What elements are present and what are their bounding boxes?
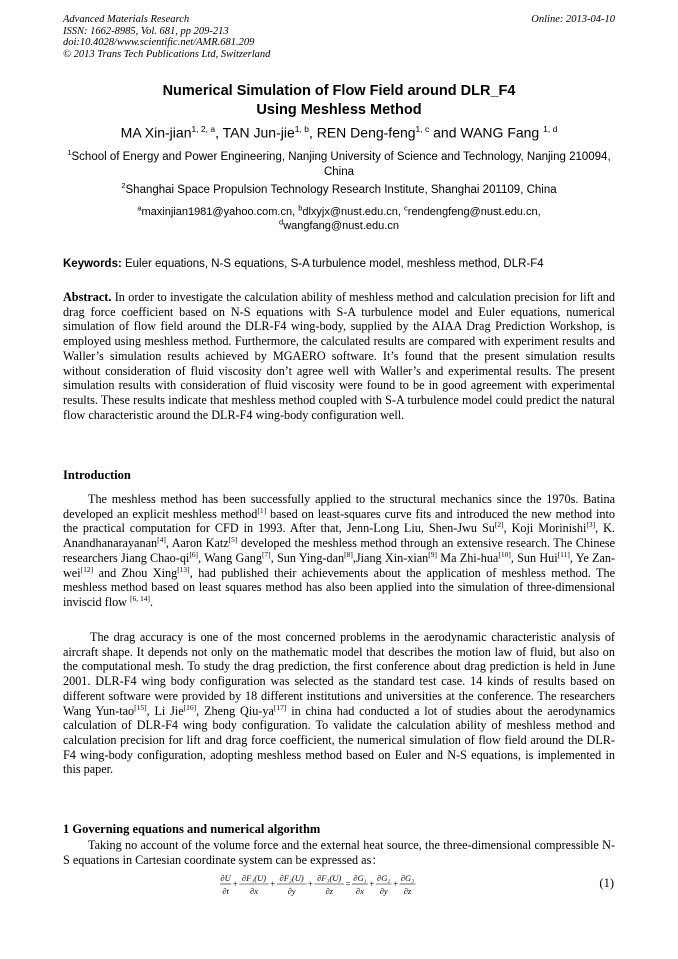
abstract bbox=[63, 290, 615, 422]
issn-line: ISSN: 1662-8985, Vol. 681, pp 209-213 bbox=[63, 25, 229, 37]
fraction-numerator: ∂F₁(U) bbox=[241, 873, 267, 883]
paragraph-text: , Ye Zan-wei bbox=[63, 550, 615, 580]
section-1-heading: 1 Governing equations and numerical algorithm bbox=[63, 822, 321, 836]
author-name: REN Deng-feng bbox=[316, 124, 416, 141]
author-separator: , bbox=[215, 124, 223, 141]
fraction-denominator: ∂y bbox=[287, 886, 296, 896]
author-separator: and bbox=[429, 124, 461, 141]
citation-ref[interactable]: [17] bbox=[273, 702, 287, 712]
author-name: MA Xin-jian bbox=[120, 124, 192, 141]
paragraph-text: , had published their achievements about the application of meshless method. The meshless method based on least squares method has also been applied into the simulation of three-dimensional inviscid flow bbox=[63, 565, 615, 609]
paragraph-text: , Sun Ying-dan bbox=[270, 550, 345, 565]
author-name: TAN Jun-jie bbox=[222, 124, 295, 141]
fraction-denominator: ∂x bbox=[250, 886, 258, 896]
equation-term bbox=[239, 873, 269, 896]
introduction-paragraph-1 bbox=[63, 492, 615, 610]
citation-ref[interactable]: [16] bbox=[183, 702, 197, 712]
paragraph-text: Ma Zhi-hua bbox=[436, 550, 499, 565]
affiliation-1 bbox=[63, 150, 615, 180]
title-line-1: Numerical Simulation of Flow Field around DLR_F4 bbox=[162, 83, 516, 99]
author-affil-sup: 1, b bbox=[294, 124, 309, 134]
paragraph-text: developed the meshless method through an extensive research. The Chinese researchers Jiang Chao-qi bbox=[63, 536, 616, 565]
paragraph-text: based on least-squares curve fits and introduced the new method into the practical computation for CFD in 1993. After that, Jenn-Long Liu, Shen-Jwu Su bbox=[63, 506, 615, 536]
keywords bbox=[63, 258, 615, 270]
title-line-2: Using Meshless Method bbox=[256, 102, 422, 118]
citation-ref[interactable]: [12] bbox=[80, 564, 94, 574]
section-1-text: Taking no account of the volume force and the external heat source, the three-dimensional compressible N-S equations in Cartesian coordinate system can be expressed as： bbox=[63, 838, 615, 867]
fraction-denominator: ∂z bbox=[403, 886, 412, 896]
fraction-numerator: ∂G₂ bbox=[377, 873, 391, 883]
keywords-label: Keywords: bbox=[63, 258, 122, 270]
email-address[interactable]: rendengfeng@nust.edu.cn, bbox=[407, 206, 541, 218]
affiliation-text: Shanghai Space Propulsion Technology Research Institute, Shanghai 201109, China bbox=[125, 184, 557, 196]
citation-ref[interactable]: [5] bbox=[228, 535, 238, 545]
paragraph-text: in china had conducted a lot of studies about the aerodynamics calculation of DLR-F4 wing body configuration. To validate the calculation ability of meshless method and calculation precision for lift and drag force coefficient, the numerical simulation of flow field around the DLR-F4 wing-body configuration, adopting meshless method based on Euler and N-S equations, is implemented in this paper. bbox=[63, 703, 615, 777]
equation-term bbox=[220, 873, 232, 896]
paragraph-text: , Wang Gang bbox=[198, 550, 262, 565]
paragraph-text: and Zhou Xing bbox=[93, 565, 178, 580]
equation-1 bbox=[218, 870, 428, 900]
equation-operator: + bbox=[393, 879, 399, 889]
citation-ref[interactable]: [11] bbox=[557, 549, 570, 559]
citation-ref[interactable]: [6, 14] bbox=[130, 593, 151, 603]
citation-ref[interactable]: [4] bbox=[157, 535, 166, 545]
equation-term bbox=[277, 873, 307, 896]
equation-term bbox=[400, 873, 416, 896]
paragraph-text: , Koji Morinishi bbox=[503, 521, 587, 536]
introduction-paragraph-2 bbox=[63, 630, 615, 777]
email-sup: a bbox=[137, 203, 142, 213]
citation-ref[interactable]: [9] bbox=[428, 549, 437, 559]
paragraph-text: , Sun Hui bbox=[510, 550, 558, 565]
paragraph-text: The drag accuracy is one of the most concerned problems in the aerodynamic characteristic analysis of aircraft shape. It depends not only on the mathematic model that describes the motion law of fluid, but also on the computational mesh. To study the drag prediction, the first conference about drag prediction is held in June 2001. DLR-F4 wing body configuration was selected as the standard test case. 14 kinds of results based on different software were provided by 18 different institutions and universities at the conference. The researchers Wang Yun-tao bbox=[63, 630, 615, 718]
doi-line: doi:10.4028/www.scientific.net/AMR.681.209 bbox=[63, 37, 255, 48]
paragraph-text: . bbox=[150, 594, 154, 609]
paragraph-text: The meshless method has been successfully applied to the structural mechanics since the 1970s. Batina developed an explicit meshless method bbox=[63, 492, 615, 521]
email-list bbox=[63, 205, 615, 233]
paragraph-text: , K. Anandhanarayanan bbox=[63, 521, 615, 551]
email-sup: d bbox=[279, 217, 284, 227]
author-affil-sup: 1, c bbox=[415, 124, 430, 134]
citation-ref[interactable]: [15] bbox=[134, 702, 147, 712]
author-separator: , bbox=[308, 124, 317, 141]
paragraph-text: ,Jiang Xin-xian bbox=[352, 550, 429, 565]
paragraph-text: , Aaron Katz bbox=[165, 536, 229, 551]
equation-number: (1) bbox=[599, 876, 614, 890]
equation-operator: + bbox=[369, 879, 375, 889]
affiliation-2 bbox=[63, 181, 615, 196]
email-address[interactable]: maxinjian1981@yahoo.com.cn, bbox=[141, 206, 299, 218]
journal-header bbox=[63, 14, 270, 60]
author-list bbox=[0, 124, 678, 141]
fraction-denominator: ∂z bbox=[325, 886, 333, 896]
email-sup: c bbox=[404, 203, 408, 213]
author-affil-sup: 1, 2, a bbox=[191, 124, 216, 134]
affiliation-text: School of Energy and Power Engineering, Nanjing University of Science and Technology, Nanjing 210094, China bbox=[71, 151, 611, 178]
fraction-numerator: ∂F₂(U) bbox=[279, 873, 304, 883]
author-name: WANG Fang bbox=[460, 124, 544, 141]
citation-ref[interactable]: [6] bbox=[189, 549, 199, 559]
fraction-numerator: ∂G₁ bbox=[353, 873, 367, 883]
citation-ref[interactable]: [8] bbox=[344, 549, 353, 559]
introduction-heading: Introduction bbox=[63, 468, 131, 482]
abstract-label: Abstract. bbox=[63, 290, 112, 304]
citation-ref[interactable]: [1] bbox=[257, 505, 267, 515]
equation-operator: = bbox=[345, 879, 351, 889]
equation-operator: + bbox=[270, 879, 276, 889]
journal-name: Advanced Materials Research bbox=[63, 14, 190, 25]
fraction-numerator: ∂U bbox=[220, 873, 231, 883]
affiliation-sup: 1 bbox=[67, 148, 72, 158]
fraction-numerator: ∂G₃ bbox=[400, 873, 415, 883]
fraction-denominator: ∂t bbox=[222, 886, 229, 896]
paper-title bbox=[0, 82, 678, 120]
citation-ref[interactable]: [13] bbox=[177, 564, 190, 574]
online-date: Online: 2013-04-10 bbox=[531, 14, 615, 25]
keywords-text: Euler equations, N-S equations, S-A turbulence model, meshless method, DLR-F4 bbox=[121, 258, 544, 270]
fraction-numerator: ∂F₃(U) bbox=[317, 873, 342, 883]
equation-term bbox=[376, 873, 392, 896]
affiliation-sup: 2 bbox=[121, 181, 126, 191]
equation-term bbox=[314, 873, 344, 896]
equation-operator: + bbox=[307, 879, 313, 889]
citation-ref[interactable]: [2] bbox=[494, 520, 504, 530]
citation-ref[interactable]: [7] bbox=[261, 549, 271, 559]
copyright-line: © 2013 Trans Tech Publications Ltd, Switzerland bbox=[63, 48, 271, 60]
author-affil-sup: 1, d bbox=[543, 124, 558, 134]
email-address[interactable]: wangfang@nust.edu.cn bbox=[283, 220, 399, 232]
fraction-denominator: ∂x bbox=[355, 886, 364, 896]
email-address[interactable]: dlxyjx@nust.edu.cn, bbox=[302, 206, 405, 218]
abstract-text: In order to investigate the calculation ability of meshless method and calculation precision for lift and drag force coefficient based on N-S equations with S-A turbulence model and Euler equations, numerical simulation of flow field around the DLR-F4 wing-body, supplied by the AIAA Drag Prediction Workshop, is employed using meshless method. Furthermore, the calculated results are compared with experiment results and Waller’s simulation results achieved by MGAERO software. It’s found that the present simulation results without consideration of fluid viscosity don’t agree well with Waller’s and experimental results. The present simulation results with consideration of fluid viscosity were found to be in good agreement with experimental results. These results indicate that meshless method coupled with S-A turbulence model could predict the natural flow characteristic around the DLR-F4 wing-body configuration well. bbox=[63, 290, 615, 422]
paragraph-text: , Li Jie bbox=[146, 703, 184, 718]
equation-term bbox=[352, 873, 368, 896]
fraction-denominator: ∂y bbox=[379, 886, 388, 896]
citation-ref[interactable]: [3] bbox=[586, 520, 596, 530]
citation-ref[interactable]: [10] bbox=[498, 549, 511, 559]
email-sup: b bbox=[298, 203, 303, 213]
equation-operator: + bbox=[232, 879, 238, 889]
paragraph-text: , Zheng Qiu-ya bbox=[196, 703, 274, 718]
